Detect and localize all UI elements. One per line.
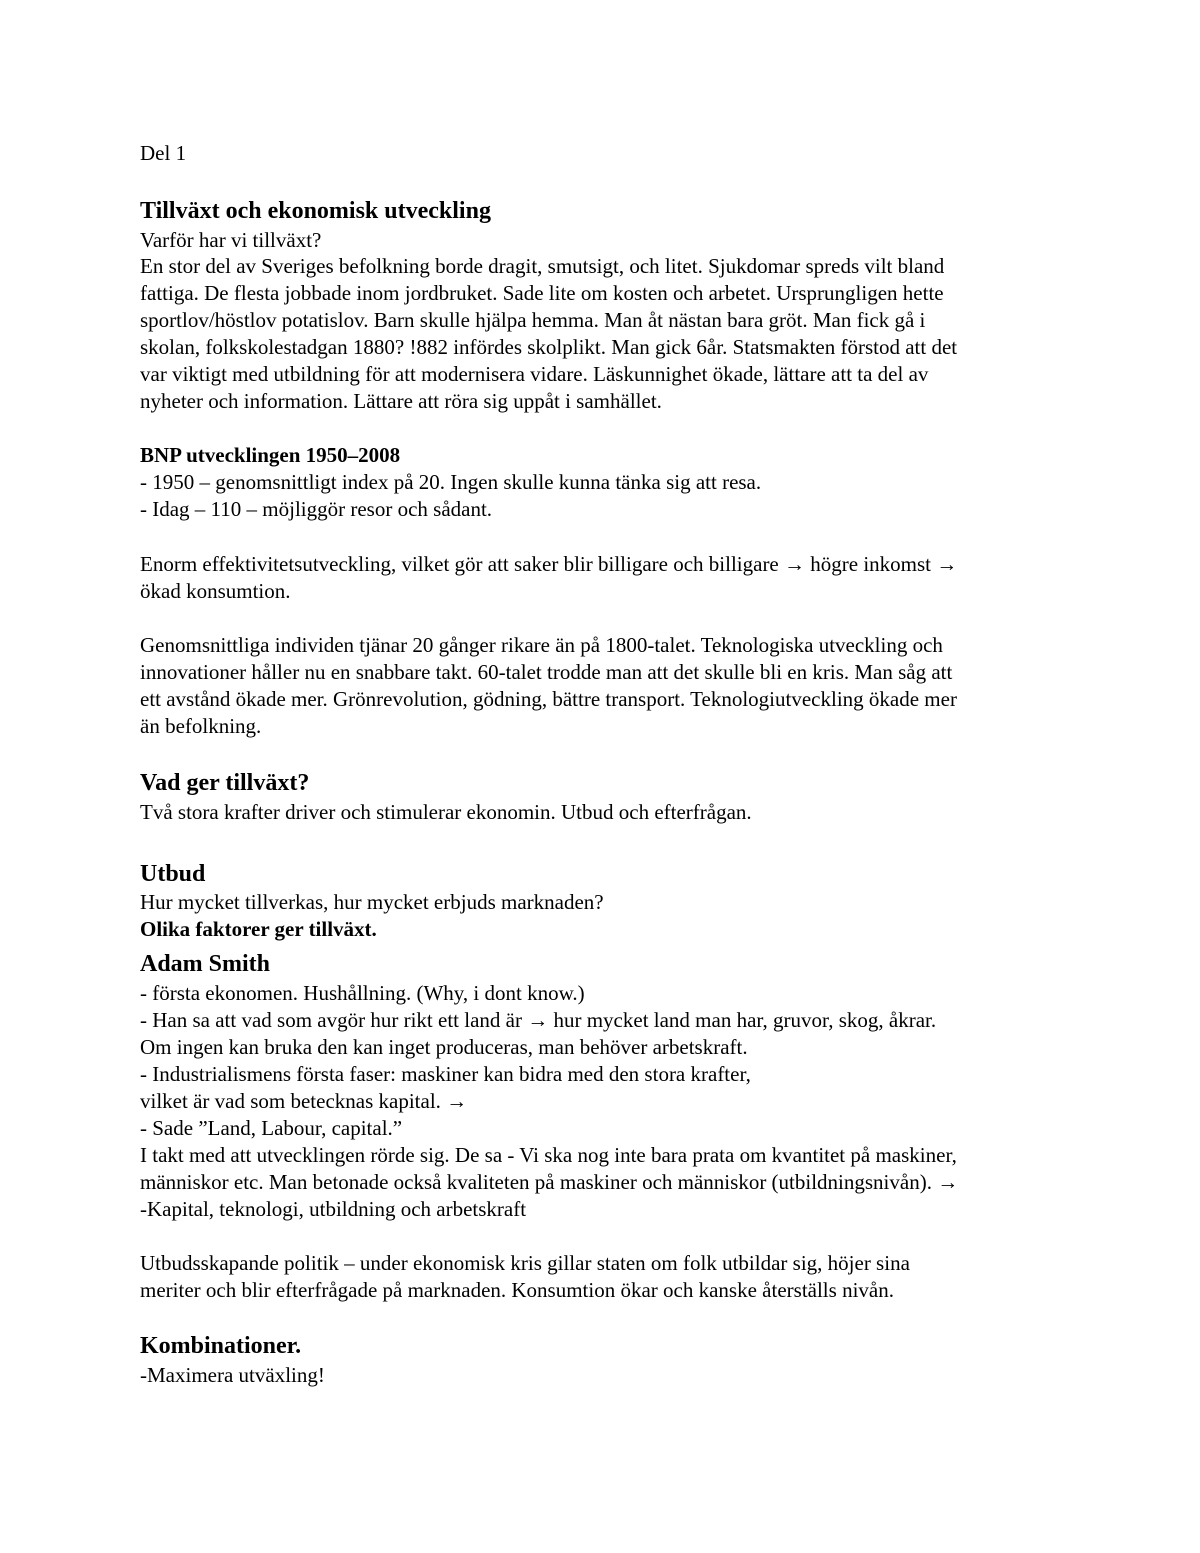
paragraph-line: var viktigt med utbildning för att modernisera vidare. Läskunnighet ökade, lättare att ta del av bbox=[140, 362, 929, 386]
smith-line: - första ekonomen. Hushållning. (Why, i dont know.) bbox=[140, 981, 585, 1005]
smith-line: Om ingen kan bruka den kan inget produceras, man behöver arbetskraft. bbox=[140, 1035, 748, 1059]
paragraph-line: innovationer håller nu en snabbare takt. 60-talet trodde man att det skulle bli en kris. Man såg att bbox=[140, 660, 953, 684]
paragraph-line: än befolkning. bbox=[140, 714, 262, 738]
paragraph-line: Enorm effektivitetsutveckling, vilket gör att saker blir billigare och billigare → högre inkomst → bbox=[140, 552, 958, 576]
utbud-question: Hur mycket tillverkas, hur mycket erbjuds marknaden? bbox=[140, 890, 604, 914]
smith-line: människor etc. Man betonade också kvaliteten på maskiner och människor (utbildningsnivån). → bbox=[140, 1170, 959, 1194]
section-heading-adam-smith: Adam Smith bbox=[140, 951, 271, 977]
paragraph-line: sportlov/höstlov potatislov. Barn skulle hjälpa hemma. Man åt nästan bara gröt. Man fick gå i bbox=[140, 308, 926, 332]
smith-line: -Kapital, teknologi, utbildning och arbetskraft bbox=[140, 1197, 527, 1221]
utbud-bold-line: Olika faktorer ger tillväxt. bbox=[140, 917, 377, 941]
paragraph-line: meriter och blir efterfrågade på marknaden. Konsumtion ökar och kanske återställs nivån. bbox=[140, 1278, 894, 1302]
section-heading-utbud: Utbud bbox=[140, 861, 206, 887]
paragraph-line: -Maximera utväxling! bbox=[140, 1363, 325, 1387]
smith-line: - Sade ”Land, Labour, capital.” bbox=[140, 1116, 403, 1140]
paragraph-line: ett avstånd ökade mer. Grönrevolution, gödning, bättre transport. Teknologiutveckling ökade mer bbox=[140, 687, 957, 711]
smith-line: - Industrialismens första faser: maskiner kan bidra med den stora krafter, bbox=[140, 1062, 751, 1086]
smith-line: - Han sa att vad som avgör hur rikt ett land är → hur mycket land man har, gruvor, skog, åkrar. bbox=[140, 1008, 937, 1032]
paragraph-line: fattiga. De flesta jobbade inom jordbruket. Sade lite om kosten och arbetet. Ursprungligen hette bbox=[140, 281, 944, 305]
paragraph-line: Två stora krafter driver och stimulerar ekonomin. Utbud och efterfrågan. bbox=[140, 800, 752, 824]
paragraph-line: nyheter och information. Lättare att röra sig uppåt i samhället. bbox=[140, 389, 662, 413]
question-varfor: Varför har vi tillväxt? bbox=[140, 228, 322, 252]
smith-line: I takt med att utvecklingen rörde sig. De sa - Vi ska nog inte bara prata om kvantitet på maskiner, bbox=[140, 1143, 957, 1167]
paragraph-line: Genomsnittliga individen tjänar 20 gånger rikare än på 1800-talet. Teknologiska utveckling och bbox=[140, 633, 943, 657]
section-heading-tillvaxt: Tillväxt och ekonomisk utveckling bbox=[140, 198, 491, 224]
paragraph-line: ökad konsumtion. bbox=[140, 579, 291, 603]
bnp-item: - 1950 – genomsnittligt index på 20. Ingen skulle kunna tänka sig att resa. bbox=[140, 470, 762, 494]
part-label: Del 1 bbox=[140, 141, 187, 165]
section-heading-kombinationer: Kombinationer. bbox=[140, 1333, 302, 1359]
paragraph-line: En stor del av Sveriges befolkning borde dragit, smutsigt, och litet. Sjukdomar spreds vilt bland bbox=[140, 254, 945, 278]
paragraph-line: skolan, folkskolestadgan 1880? !882 infördes skolplikt. Man gick 6år. Statsmakten förstod att det bbox=[140, 335, 958, 359]
paragraph-line: Utbudsskapande politik – under ekonomisk kris gillar staten om folk utbildar sig, höjer sina bbox=[140, 1251, 910, 1275]
bnp-heading: BNP utvecklingen 1950–2008 bbox=[140, 443, 401, 467]
bnp-item: - Idag – 110 – möjliggör resor och sådant. bbox=[140, 497, 493, 521]
smith-line: vilket är vad som betecknas kapital. → bbox=[140, 1089, 468, 1113]
section-heading-vad-ger: Vad ger tillväxt? bbox=[140, 770, 310, 796]
